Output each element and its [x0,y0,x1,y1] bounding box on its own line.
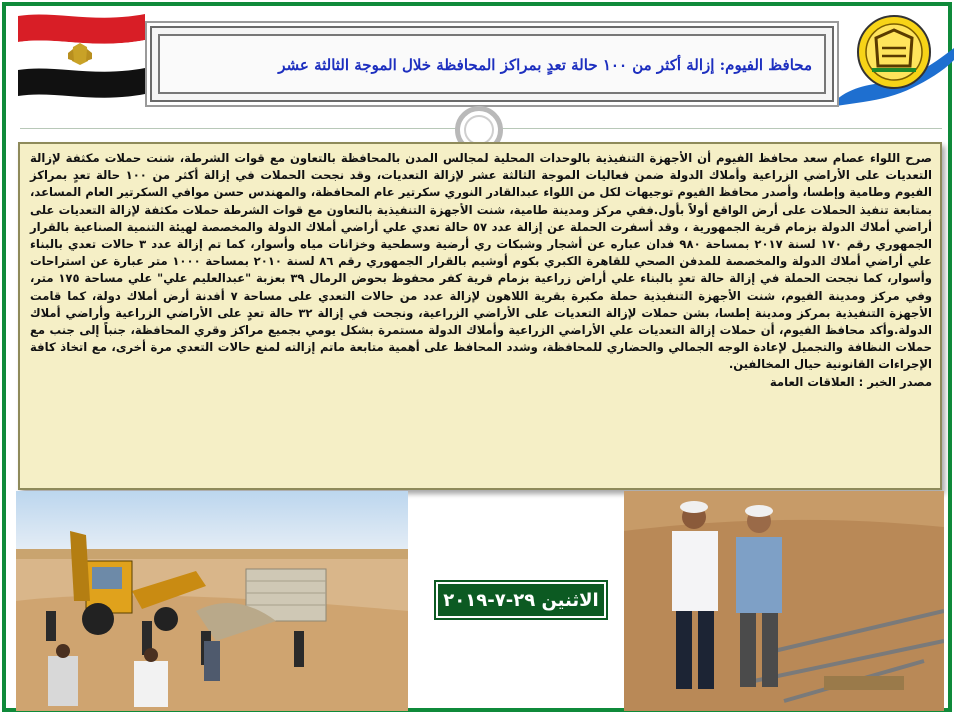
date-banner: الاثنين ٢٩-٧-٢٠١٩ [436,582,606,618]
fayoum-governorate-logo [832,8,956,108]
article-source: مصدر الخبر : العلاقات العامة [769,374,932,389]
article-body: صرح اللواء عصام سعد محافظ الفيوم أن الأجهزة التنفيذية بالوحدات المحلية لمجالس المدن بالمحافظة بالتعاون مع قوات الشرطة، شنت حملات مكثفة لإزالة التعديات على الأراضي الزراعية وأملاك الدولة ضمن فعاليات الموجة الثالثة عشر لإزالة التعديات، وقد نجحت الحملات في إزالة أكثر من ١٠٠ حالة تعدٍ بمراكز الفيوم وطامية وإطسا، وأصدر محافظ الفيوم توجيهات لكل من اللواء عبدالقادر النوري سكرتير عام المحافظة، والمهندس حسن موافي السكرتير العام المساعد، بمتابعة تنفيذ الحملات على أرض الواقع أولاً بأول.ففي مركز ومدينة طامية، شنت الأجهزة التنفيذية بالتعاون مع قوات الشرطة حملات مكثفة لإزالة التعديات على أراضي أملاك الدولة بزمام قرية الجمهورية ، وقد أسفرت الحملة عن إزالة عدد ٥٧ حالة تعدي علي أراضي أملاك الدولة والمخصصة لهيئة التنمية الصناعية بالقرار الجمهوري رقم ١٧٠ لسنة ٢٠١٧ بمساحة ٩٨٠ فدان عباره عن أشجار وشبكات ري أرضية وسطحية وخزانات مياه وأسوار، كما تم إزالة عدد ٣ حالات تعدي بالبناء علي أراضي أملاك الدولة والمخصصة للمدفن الصحي للقاهرة الكبري بكوم أوشيم بالقرار الجمهوري رقم ٨٦ لسنة ٢٠١٠ بمساحة ١٠٠٠ متر عبارة عن استراحات وأسوار، كما نجحت الحملة في إزالة حالة تعدٍ بالبناء علي أراض زراعية بزمام قرية كفر محفوظ بحوض الرمال ٣٩ بعزبة "عبدالعليم علي" علي مساحة ١٧٥ متر، وفي مركز ومدينة الفيوم، شنت الأجهزة التنفيذية حملة مكبرة بقرية اللاهون لإزالة عدد من حالات التعدي على مساحة ٧ أفدنة أرض أملاك دولة، كما قامت الأجهزة التنفيذية بمركز ومدينة إطسا، بشن حملات لإزالة التعديات على الأراضي الزراعية، ونجحت في إزالة ٣٢ حالة تعدٍ على الأراضي الزراعية وأراضي أملاك الدولة.وأكد محافظ الفيوم، أن حملات إزالة التعديات علي الأراضي الزراعية وأملاك الدولة مستمرة بشكل يومي بجميع مراكز وقري المحافظة، جنباً إلى جنب مع حملات النظافة والتجميل لإعادة الوجه الجمالي والحضاري للمحافظة، وشدد المحافظ على أهمية متابعة ماتم إزالته لمنع حالات التعدي مرة أخرى، مع اتخاذ كافة الإجراءات القانونية حيال المخالفين. [30,151,933,372]
article-panel [18,142,942,490]
headline-title: محافظ الفيوم: إزالة أكثر من ١٠٠ حالة تعدٍ بمراكز المحافظة خلال الموجة الثالثة عشر [278,56,812,74]
photo-officials-inspection [624,491,944,711]
headline-panel [150,26,834,102]
egypt-flag-icon [14,10,149,100]
photo-demolition-bulldozer [16,491,408,711]
article-text [30,150,932,391]
